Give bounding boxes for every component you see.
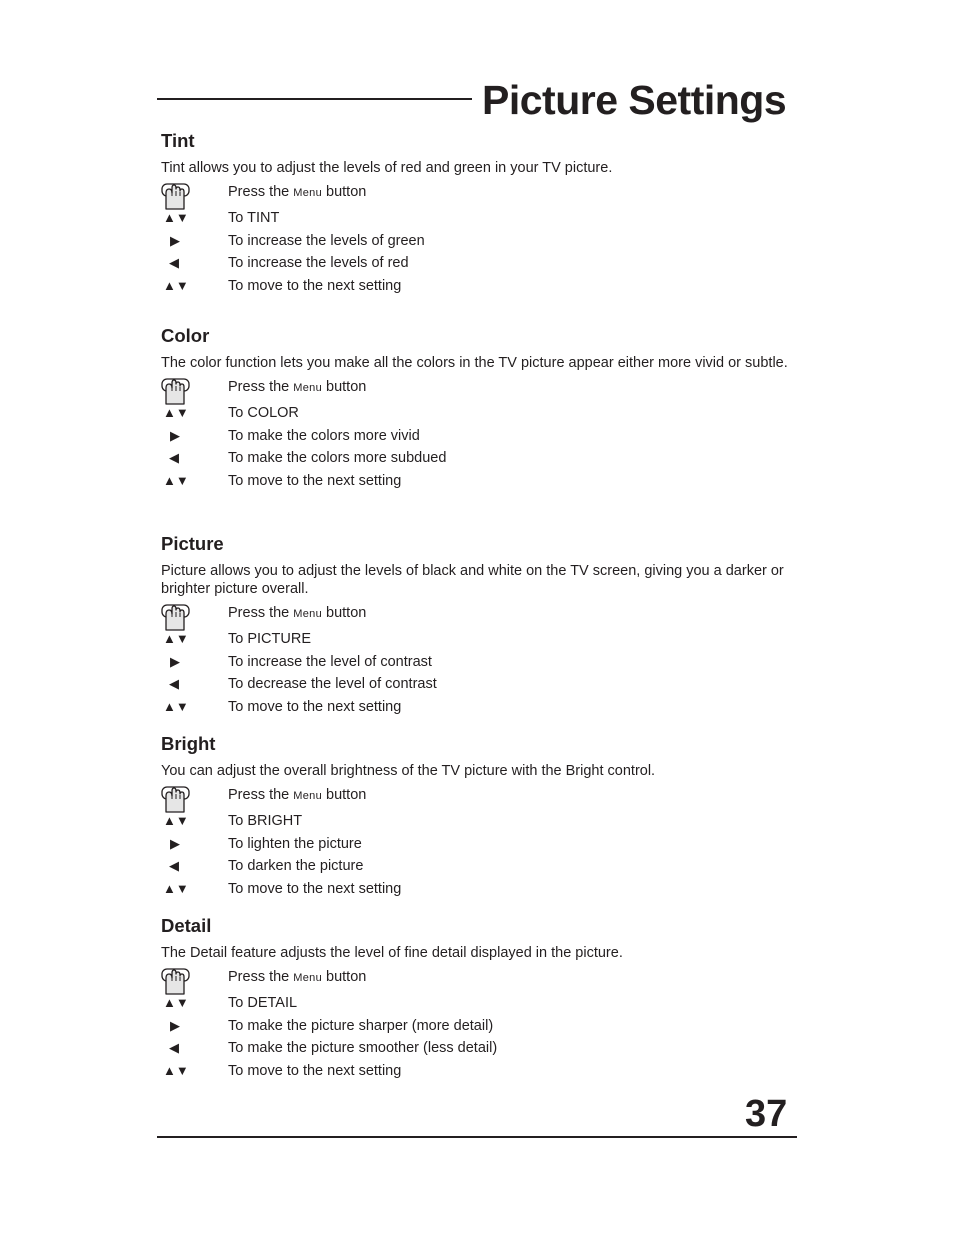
up-down-arrows-icon: ▲▼: [163, 210, 189, 225]
step-label: To increase the levels of red: [228, 255, 409, 271]
press-prefix: Press the: [228, 379, 294, 395]
step-row: [161, 1015, 801, 1038]
step-list: [161, 784, 801, 900]
step-row: [161, 855, 801, 878]
page-number: 37: [745, 1093, 788, 1135]
step-label: To make the colors more subdued: [228, 450, 447, 466]
header-rule: [157, 98, 472, 100]
menu-word: Menu: [293, 382, 322, 394]
step-label: To move to the next setting: [228, 472, 402, 489]
press-prefix: Press the: [228, 184, 294, 200]
section-bright: [161, 733, 801, 900]
hand-press-icon: [161, 603, 193, 625]
page-title: Picture Settings: [482, 77, 787, 123]
section-heading: Bright: [161, 733, 216, 754]
footer-rule: [157, 1136, 797, 1138]
left-arrow-icon: ◀: [169, 450, 179, 465]
step-row: [161, 673, 801, 696]
step-label: To DETAIL: [228, 995, 298, 1011]
step-press-menu: [161, 181, 801, 207]
step-label: To lighten the picture: [228, 835, 362, 852]
right-arrow-icon: ▶: [170, 1017, 180, 1033]
section-description: Picture allows you to adjust the levels of black and white on the TV screen, giving you a darker or brighter picture overall.: [161, 563, 784, 597]
section-heading: Detail: [161, 915, 212, 936]
step-row: [161, 696, 801, 719]
left-arrow-icon: ◀: [169, 676, 179, 691]
step-label: To darken the picture: [228, 858, 364, 874]
section-description: Tint allows you to adjust the levels of red and green in your TV picture.: [161, 160, 613, 176]
press-suffix: button: [322, 787, 367, 803]
up-down-arrows-icon: ▲▼: [163, 698, 189, 714]
step-label: To make the colors more vivid: [228, 427, 420, 444]
step-row: [161, 425, 801, 448]
step-label: [228, 604, 366, 623]
press-suffix: button: [322, 184, 367, 200]
step-list: [161, 602, 801, 718]
step-row: [161, 252, 801, 275]
step-row: [161, 207, 801, 230]
press-suffix: button: [322, 605, 367, 621]
up-down-arrows-icon: ▲▼: [163, 995, 189, 1010]
step-row: [161, 1060, 801, 1083]
press-prefix: Press the: [228, 605, 294, 621]
section-detail: [161, 915, 801, 1082]
step-list: [161, 376, 801, 492]
step-label: To move to the next setting: [228, 277, 402, 294]
up-down-arrows-icon: ▲▼: [163, 880, 189, 896]
right-arrow-icon: ▶: [170, 835, 180, 851]
up-down-arrows-icon: ▲▼: [163, 813, 189, 828]
step-press-menu: [161, 376, 801, 402]
up-down-arrows-icon: ▲▼: [163, 277, 189, 293]
step-label: To move to the next setting: [228, 1062, 402, 1079]
left-arrow-icon: ◀: [169, 858, 179, 873]
section-description: The color function lets you make all the colors in the TV picture appear either more vivid or subtle.: [161, 355, 788, 371]
step-label: To TINT: [228, 210, 280, 226]
section-tint: [161, 130, 801, 297]
press-suffix: button: [322, 379, 367, 395]
up-down-arrows-icon: ▲▼: [163, 1062, 189, 1078]
section-picture: [161, 533, 801, 718]
menu-word: Menu: [293, 608, 322, 620]
step-row: [161, 402, 801, 425]
up-down-arrows-icon: ▲▼: [163, 405, 189, 420]
right-arrow-icon: ▶: [170, 427, 180, 443]
section-heading: Picture: [161, 533, 224, 554]
section-heading: Tint: [161, 130, 195, 151]
hand-press-icon: [161, 785, 193, 807]
step-row: [161, 878, 801, 901]
step-label: To increase the level of contrast: [228, 653, 432, 670]
step-list: [161, 181, 801, 297]
section-description: The Detail feature adjusts the level of fine detail displayed in the picture.: [161, 945, 623, 961]
left-arrow-icon: ◀: [169, 255, 179, 270]
right-arrow-icon: ▶: [170, 653, 180, 669]
left-arrow-icon: ◀: [169, 1040, 179, 1055]
hand-press-icon: [161, 377, 193, 399]
step-label: To decrease the level of contrast: [228, 676, 437, 692]
step-label: To COLOR: [228, 405, 299, 421]
up-down-arrows-icon: ▲▼: [163, 631, 189, 646]
section-heading: Color: [161, 325, 210, 346]
step-label: To increase the levels of green: [228, 232, 425, 249]
step-label: [228, 183, 366, 202]
step-row: [161, 1037, 801, 1060]
section-color: [161, 325, 801, 492]
step-label: To PICTURE: [228, 631, 311, 647]
step-press-menu: [161, 602, 801, 628]
step-row: [161, 628, 801, 651]
right-arrow-icon: ▶: [170, 232, 180, 248]
step-row: [161, 275, 801, 298]
press-prefix: Press the: [228, 787, 294, 803]
menu-word: Menu: [293, 972, 322, 984]
step-label: [228, 786, 366, 805]
step-label: To BRIGHT: [228, 813, 303, 829]
step-label: To move to the next setting: [228, 880, 402, 897]
hand-press-icon: [161, 967, 193, 989]
step-label: To move to the next setting: [228, 698, 402, 715]
step-row: [161, 810, 801, 833]
step-row: [161, 447, 801, 470]
step-list: [161, 966, 801, 1082]
up-down-arrows-icon: ▲▼: [163, 472, 189, 488]
step-press-menu: [161, 784, 801, 810]
step-row: [161, 470, 801, 493]
step-press-menu: [161, 966, 801, 992]
press-suffix: button: [322, 969, 367, 985]
step-label: To make the picture sharper (more detail): [228, 1017, 494, 1034]
step-row: [161, 230, 801, 253]
section-description: You can adjust the overall brightness of the TV picture with the Bright control.: [161, 763, 656, 779]
menu-word: Menu: [293, 790, 322, 802]
press-prefix: Press the: [228, 969, 294, 985]
step-label: [228, 968, 366, 987]
step-row: [161, 992, 801, 1015]
step-row: [161, 833, 801, 856]
menu-word: Menu: [293, 187, 322, 199]
step-label: [228, 378, 366, 397]
step-label: To make the picture smoother (less detail): [228, 1040, 498, 1056]
step-row: [161, 651, 801, 674]
hand-press-icon: [161, 182, 193, 204]
